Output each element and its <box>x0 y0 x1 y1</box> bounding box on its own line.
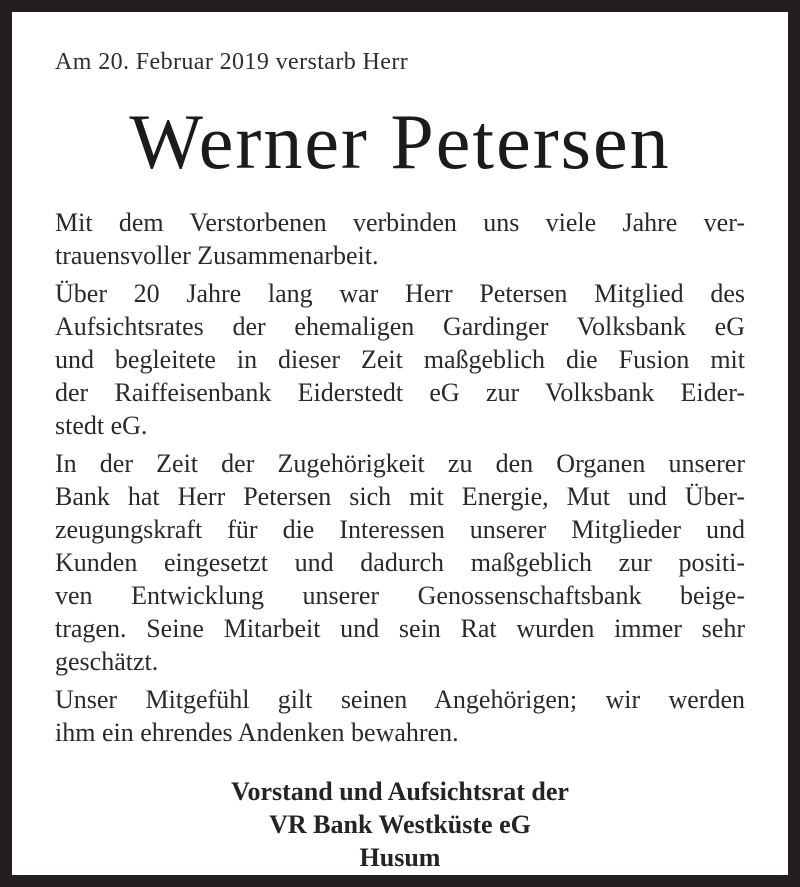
text-line: Kunden eingesetzt und dadurch maßgeblich zur positi- <box>55 548 745 577</box>
obituary-paragraph <box>55 447 745 678</box>
text-line: ihm ein ehrendes Andenken bewahren. <box>55 718 459 747</box>
obituary-paragraph <box>55 683 745 749</box>
text-line: Bank hat Herr Petersen sich mit Energie, Mut und Über- <box>55 482 745 511</box>
text-line: der Raiffeisenbank Eiderstedt eG zur Volksbank Eider- <box>55 378 745 407</box>
text-line: trauensvoller Zusammenarbeit. <box>55 241 379 270</box>
text-line: Mit dem Verstorbenen verbinden uns viele Jahre ver- <box>55 208 745 237</box>
deceased-name: Werner Petersen <box>129 98 671 185</box>
text-line: Über 20 Jahre lang war Herr Petersen Mitglied des <box>55 279 745 308</box>
text-line: Aufsichtsrates der ehemaligen Gardinger Volksbank eG <box>55 312 745 341</box>
text-line: und begleitete in dieser Zeit maßgeblich die Fusion mit <box>55 345 745 374</box>
text-line: tragen. Seine Mitarbeit und sein Rat wurden immer sehr <box>55 614 745 643</box>
text-line: In der Zeit der Zugehörigkeit zu den Organen unserer <box>55 449 745 478</box>
text-line: stedt eG. <box>55 411 148 440</box>
obituary-body <box>55 206 745 749</box>
text-line: zeugungskraft für die Interessen unserer Mitglieder und <box>55 515 745 544</box>
death-notice <box>12 12 788 874</box>
intro-line: Am 20. Februar 2019 verstarb Herr <box>55 49 409 75</box>
text-line: geschätzt. <box>55 647 159 676</box>
signature-block <box>55 775 745 874</box>
signature-line-bank: VR Bank Westküste eG <box>269 810 531 839</box>
obituary-paragraph <box>55 277 745 442</box>
obituary-paragraph <box>55 206 745 272</box>
text-line: ven Entwicklung unserer Genossenschaftsbank beige- <box>55 581 745 610</box>
signature-line-location: Husum <box>359 843 441 872</box>
text-line: Unser Mitgefühl gilt seinen Angehörigen; wir werden <box>55 685 745 714</box>
signature-line-board: Vorstand und Aufsichtsrat der <box>231 777 569 806</box>
